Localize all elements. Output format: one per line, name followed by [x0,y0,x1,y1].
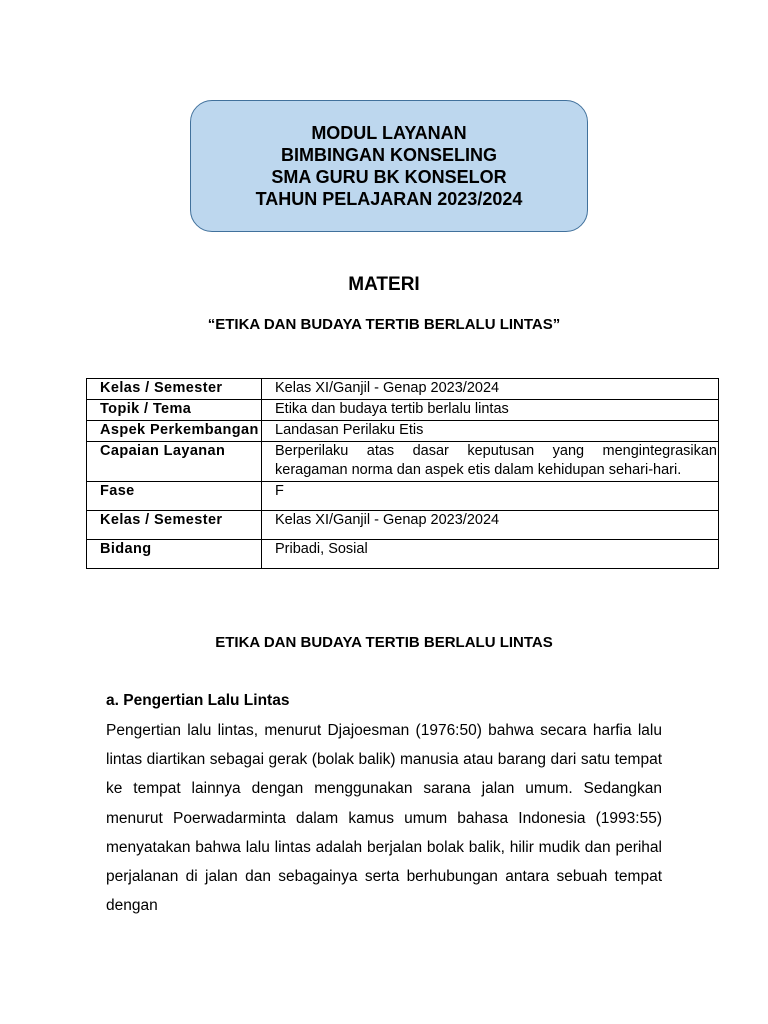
table-value-cell: Pribadi, Sosial [262,540,719,569]
table-row [87,482,719,511]
table-value-cell: Etika dan budaya tertib berlalu lintas [262,400,719,421]
module-title-line-2: BIMBINGAN KONSELING [281,145,497,165]
section-label: MATERI [348,274,420,295]
section-subtitle: “ETIKA DAN BUDAYA TERTIB BERLALU LINTAS” [207,316,561,333]
table-row [87,421,719,442]
table-value-cell: Landasan Perilaku Etis [262,421,719,442]
table-row [87,511,719,540]
table-key-cell: Kelas / Semester [87,511,262,540]
content-heading: ETIKA DAN BUDAYA TERTIB BERLALU LINTAS [215,634,553,651]
table-row [87,442,719,482]
table-key-cell: Fase [87,482,262,511]
info-table [86,378,719,569]
content-subheading: a. Pengertian Lalu Lintas [106,692,290,709]
module-title-box [190,100,588,232]
table-row [87,379,719,400]
table-key-cell: Aspek Perkembangan [87,421,262,442]
module-title-line-4: TAHUN PELAJARAN 2023/2024 [255,189,523,209]
table-value-cell: Kelas XI/Ganjil - Genap 2023/2024 [262,379,719,400]
table-key-cell: Kelas / Semester [87,379,262,400]
table-key-cell: Topik / Tema [87,400,262,421]
module-title-line-3: SMA GURU BK KONSELOR [271,167,507,187]
module-title-line-1: MODUL LAYANAN [311,123,467,143]
table-key-cell: Capaian Layanan [87,442,262,482]
table-row [87,400,719,421]
table-value-cell: F [262,482,719,511]
content-paragraph: Pengertian lalu lintas, menurut Djajoesman (1976:50) bahwa secara harfia lalu lintas diartikan sebagai gerak (bolak balik) manusia atau barang dari satu tempat ke tempat lainnya dengan menggunakan sarana jalan umum. Sedangkan menurut Poerwadarminta dalam kamus umum bahasa Indonesia (1993:55) menyatakan bahwa lalu lintas adalah berjalan bolak balik, hilir mudik dan perihal perjalanan di jalan dan sebagainya serta berhubungan antara sebuah tempat dengan [106,722,662,915]
table-value-cell: Berperilaku atas dasar keputusan yang mengintegrasikan keragaman norma dan aspek etis dalam kehidupan sehari-hari. [262,442,719,482]
table-key-cell: Bidang [87,540,262,569]
table-value-cell: Kelas XI/Ganjil - Genap 2023/2024 [262,511,719,540]
table-row [87,540,719,569]
